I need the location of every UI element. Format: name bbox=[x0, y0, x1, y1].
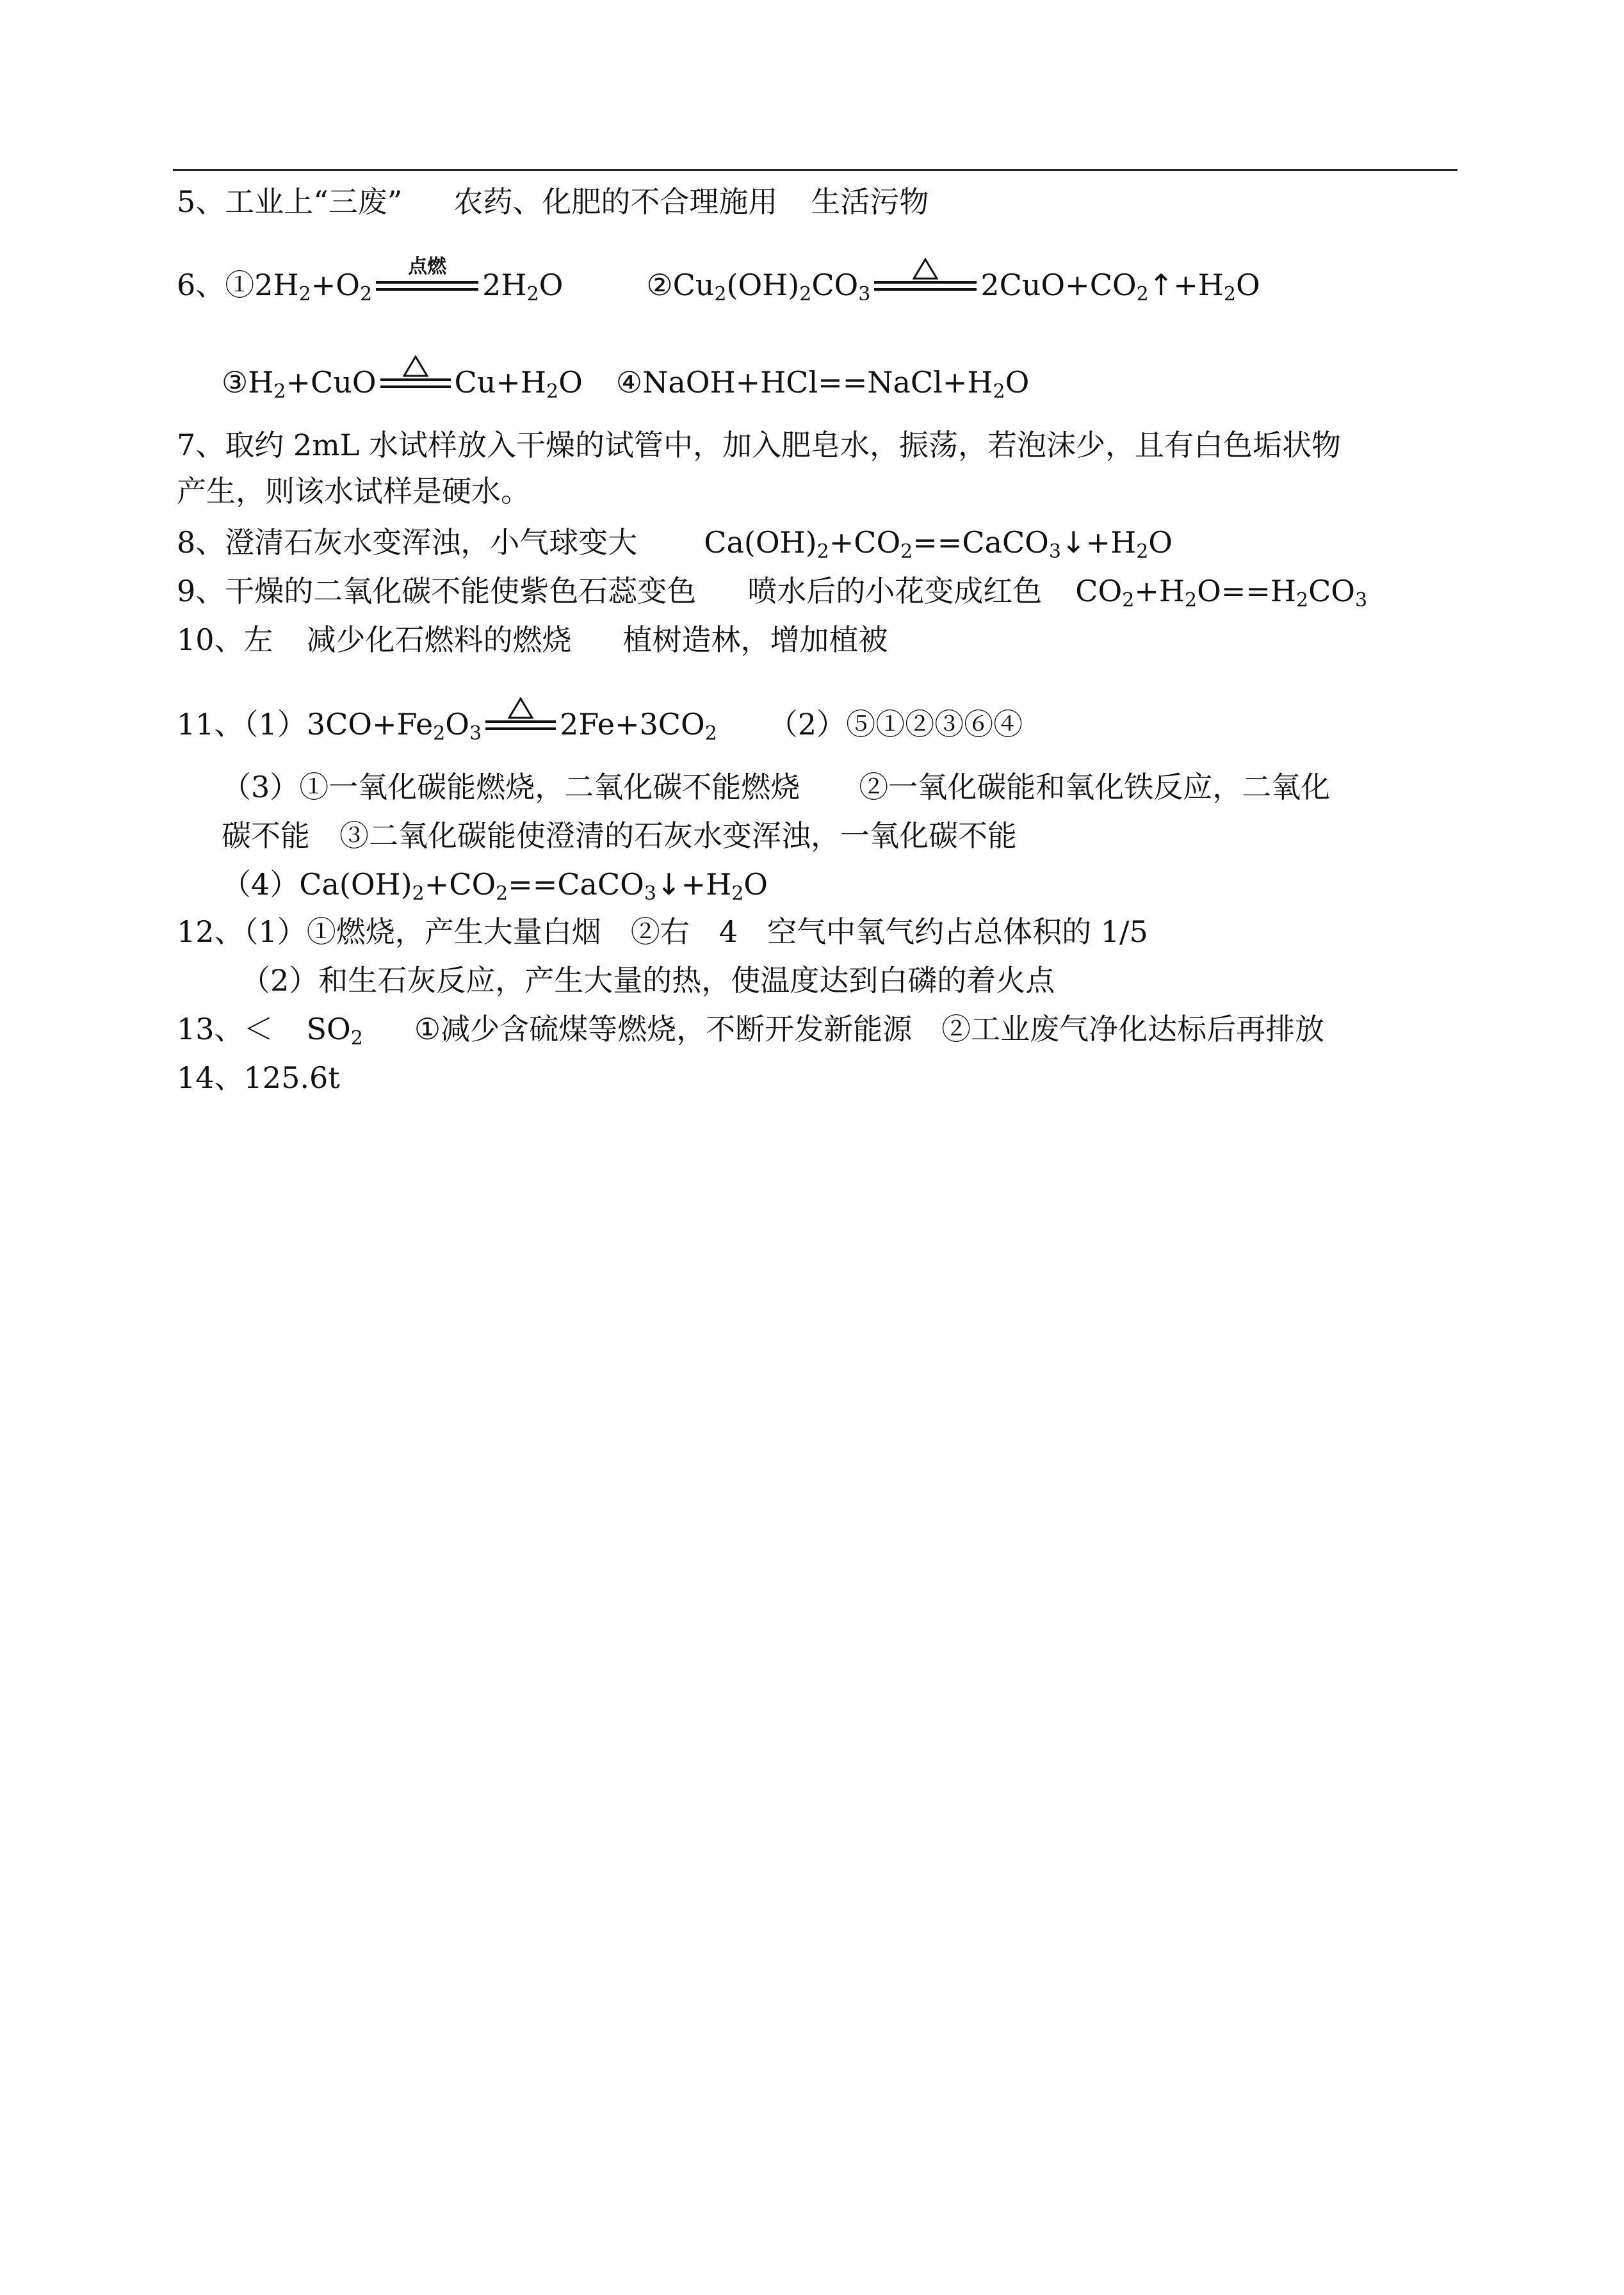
answer-5: 5、工业上“三废” 农药、化肥的不合理施用 生活污物 bbox=[177, 184, 929, 219]
answer-7-line1: 7、取约 2mL 水试样放入干燥的试管中，加入肥皂水，振荡，若泡沫少，且有白色垢状物 bbox=[177, 428, 1341, 462]
answer-11-part4: $(4)Ca(OH)_2+CO_2==CaCO_3↓+H_2O$ bbox=[222, 867, 768, 905]
condition-heat bbox=[485, 720, 556, 732]
heat-triangle-icon bbox=[403, 355, 428, 377]
answer-14: 14、125.6t bbox=[177, 1060, 340, 1095]
answer-13: 13、＜ $SO_2$ ①减少含硫煤等燃烧，不断开发新能源 ②工业废气净化达标后再排放 bbox=[177, 1012, 1325, 1050]
answer-10: 10、左 减少化石燃料的燃烧 植树造林，增加植被 bbox=[177, 622, 888, 657]
answer-6-line2: $③H_2+CuO$ $Cu+H_2O$ $④NaOH+HCl==NaCl+H_2O$ bbox=[222, 365, 1029, 400]
answer-6-line1: 6、$①2H_2+O_2$ 点燃 $2H_2O$ $②Cu_2(OH)_2CO_3$ $2CuO+CO_2↑+H_2O$ bbox=[177, 255, 1260, 305]
condition-heat bbox=[380, 378, 451, 390]
answer-12-line1: 12、（1）①燃烧，产生大量白烟 ②右 4 空气中氧气约占总体积的 1/5 bbox=[177, 914, 1148, 949]
answer-11-part3-line2: 碳不能 ③二氧化碳能使澄清的石灰水变浑浊，一氧化碳不能 bbox=[222, 818, 1017, 853]
answer-8: 8、澄清石灰水变浑浊，小气球变大 $Ca(OH)_2+CO_2==CaCO_3↓+H_2O$ bbox=[177, 525, 1173, 563]
answer-12-line2: （2）和生石灰反应，产生大量的热，使温度达到白磷的着火点 bbox=[241, 963, 1055, 998]
heat-triangle-icon bbox=[508, 697, 533, 719]
answer-7-line2: 产生，则该水试样是硬水。 bbox=[177, 474, 530, 508]
condition-heat bbox=[874, 281, 977, 293]
header-rule bbox=[173, 169, 1458, 171]
heat-triangle-icon bbox=[913, 258, 938, 280]
answer-11-part3-line1: （3）①一氧化碳能燃烧，二氧化碳不能燃烧 ②一氧化碳能和氧化铁反应，二氧化 bbox=[222, 770, 1331, 804]
condition-ignite: 点燃 bbox=[376, 281, 478, 293]
answer-11-line1: 11、$(1)3CO+Fe_2O_3$ $2Fe+3CO_2$ （2）⑤①②③⑥④ bbox=[177, 707, 1023, 742]
answer-9: 9、干燥的二氧化碳不能使紫色石蕊变色 喷水后的小花变成红色 $CO_2+H_2O==H_2CO_3$ bbox=[177, 574, 1368, 612]
